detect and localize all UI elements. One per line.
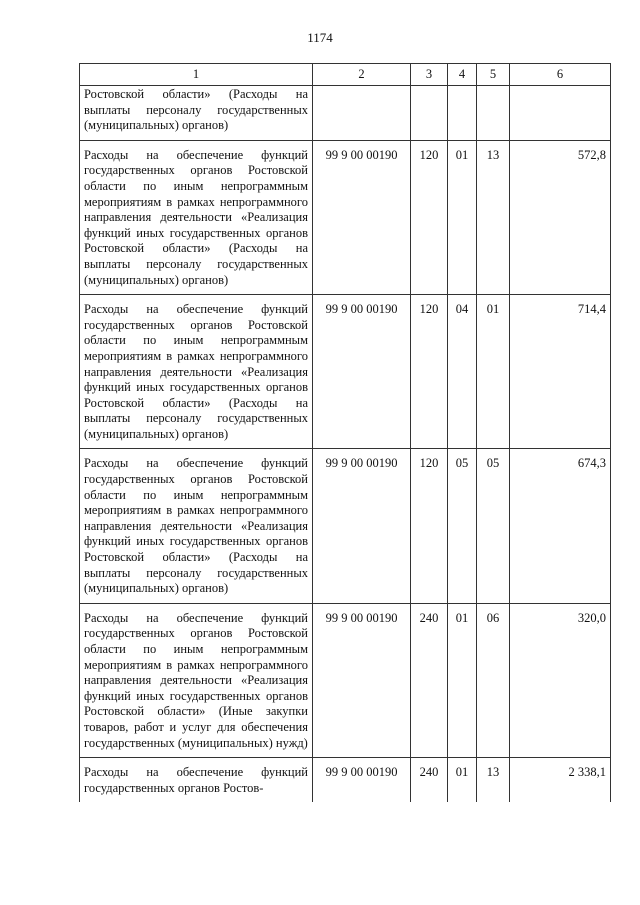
table-row	[80, 140, 611, 294]
row-target-code: 99 9 00 00190	[313, 449, 411, 603]
row-description: Расходы на обеспечение функций государственных органов Ростов-	[80, 758, 313, 803]
row-description: Расходы на обеспечение функций государственных органов Ростовской области по иным непрограммным мероприятиям в рамках непрограммного направления деятельности «Реализация функций иных государственных органов Ростовской области» (Расходы на выплаты персоналу государственных (муниципальных) органов)	[80, 295, 313, 449]
row-section: 04	[448, 295, 477, 449]
row-expense-type: 240	[411, 603, 448, 757]
row-subsection: 06	[477, 603, 510, 757]
row-expense-type: 240	[411, 758, 448, 803]
row-subsection: 13	[477, 140, 510, 294]
table-row-continuation	[80, 86, 611, 141]
row-target-code: 99 9 00 00190	[313, 140, 411, 294]
row-amount: 714,4	[510, 295, 611, 449]
row-section: 01	[448, 758, 477, 803]
col-header-1: 1	[80, 64, 313, 86]
row-expense-type: 120	[411, 295, 448, 449]
row-description: Расходы на обеспечение функций государственных органов Ростовской области по иным непрограммным мероприятиям в рамках непрограммного направления деятельности «Реализация функций иных государственных органов Ростовской области» (Расходы на выплаты персоналу государственных (муниципальных) органов)	[80, 140, 313, 294]
row-subsection: 05	[477, 449, 510, 603]
row-expense-type: 120	[411, 140, 448, 294]
row-section: 01	[448, 603, 477, 757]
row-amount: 674,3	[510, 449, 611, 603]
col-header-2: 2	[313, 64, 411, 86]
row-target-code: 99 9 00 00190	[313, 295, 411, 449]
table-row	[80, 758, 611, 803]
row-description: Расходы на обеспечение функций государственных органов Ростовской области по иным непрограммным мероприятиям в рамках непрограммного направления деятельности «Реализация функций иных государственных органов Ростовской области» (Расходы на выплаты персоналу государственных (муниципальных) органов)	[80, 449, 313, 603]
table-row	[80, 603, 611, 757]
col-header-5: 5	[477, 64, 510, 86]
budget-table	[79, 63, 611, 802]
col-header-3: 3	[411, 64, 448, 86]
row-amount: 572,8	[510, 140, 611, 294]
header-row	[80, 64, 611, 86]
table-row	[80, 295, 611, 449]
row-subsection: 01	[477, 295, 510, 449]
row-expense-type: 120	[411, 449, 448, 603]
col-header-6: 6	[510, 64, 611, 86]
col-header-4: 4	[448, 64, 477, 86]
continuation-text: Ростовской области» (Расходы на выплаты персоналу государственных (муниципальных) органов)	[80, 86, 313, 141]
table-row	[80, 449, 611, 603]
row-section: 05	[448, 449, 477, 603]
page-number: 1174	[307, 30, 333, 45]
row-target-code: 99 9 00 00190	[313, 758, 411, 803]
row-amount: 320,0	[510, 603, 611, 757]
row-subsection: 13	[477, 758, 510, 803]
row-amount: 2 338,1	[510, 758, 611, 803]
row-description: Расходы на обеспечение функций государственных органов Ростовской области по иным непрограммным мероприятиям в рамках непрограммного направления деятельности «Реализация функций иных государственных органов Ростовской области» (Иные закупки товаров, работ и услуг для обеспечения государственных (муниципальных) нужд)	[80, 603, 313, 757]
row-section: 01	[448, 140, 477, 294]
row-target-code: 99 9 00 00190	[313, 603, 411, 757]
